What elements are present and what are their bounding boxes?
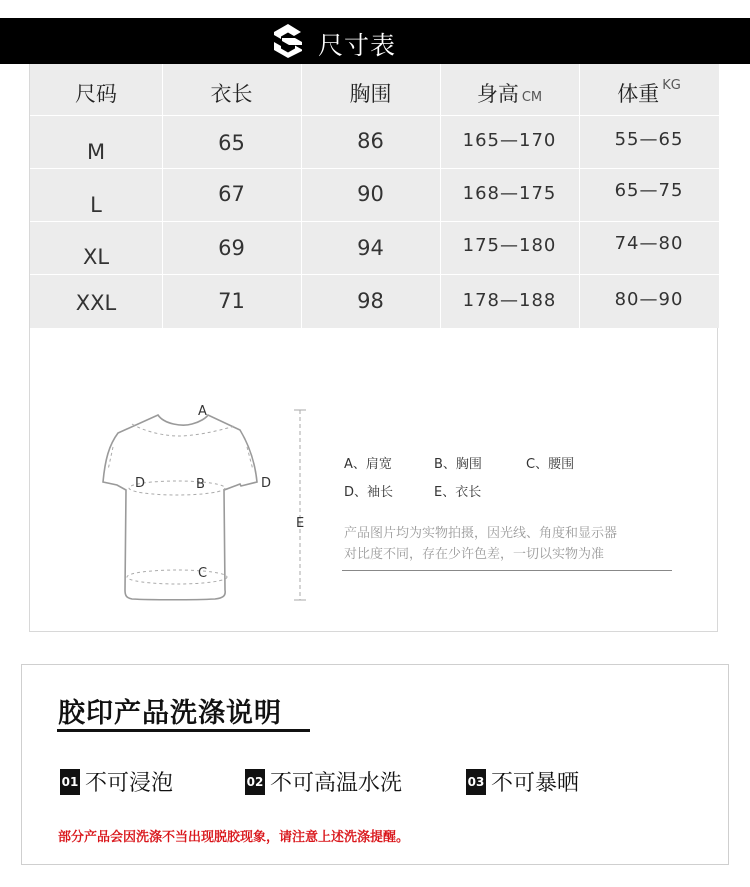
table-row-size: L (90, 193, 102, 217)
column-header-size: 尺码 (75, 82, 117, 106)
table-row-height: 168—175 (462, 183, 557, 204)
care-title: 胶印产品洗涤说明 (58, 698, 282, 729)
care-instructions-panel (21, 664, 729, 865)
table-row-length: 65 (218, 131, 245, 155)
table-row-chest: 86 (357, 129, 384, 153)
size-chart-title: 尺寸表 (318, 31, 397, 60)
legend-length: E、衣长 (434, 485, 482, 500)
care-item (466, 766, 579, 794)
table-row-size: XXL (75, 291, 117, 315)
table-row-weight: 74—80 (614, 233, 684, 254)
brand-logo-icon (270, 23, 306, 59)
size-table (30, 64, 719, 328)
care-item (60, 766, 173, 794)
marker-d-right: D (261, 476, 272, 491)
number-badge-icon: 03 (466, 769, 486, 795)
table-row-chest: 98 (357, 289, 384, 313)
care-item-text: 不可暴晒 (491, 771, 580, 796)
marker-d-left: D (135, 476, 146, 491)
table-row-length: 69 (218, 236, 245, 260)
care-warning: 部分产品会因洗涤不当出现脱胶现象，请注意上述洗涤提醒。 (58, 830, 410, 845)
marker-a: A (198, 404, 207, 419)
table-row-height: 178—188 (462, 290, 557, 311)
table-row-length: 67 (218, 182, 245, 206)
care-title-underline (57, 729, 310, 732)
number-badge-icon: 01 (60, 769, 80, 795)
care-item-text: 不可浸泡 (85, 771, 174, 796)
marker-e: E (296, 516, 305, 531)
column-header-weight: 体重 $^{KG}$ (617, 78, 681, 106)
size-chart-panel (29, 64, 718, 632)
table-row-size: M (86, 140, 106, 164)
table-row-size: XL (82, 245, 110, 269)
photo-note-line-2: 对比度不同，存在少许色差，一切以实物为准 (344, 547, 605, 562)
column-header-length: 衣长 (210, 82, 253, 106)
size-chart-header (0, 18, 750, 64)
photo-note-line-1: 产品图片均为实物拍摄，因光线、角度和显示器 (344, 526, 618, 541)
table-row-weight: 65—75 (614, 180, 684, 201)
care-item-text: 不可高温水洗 (270, 771, 403, 796)
note-divider (342, 570, 672, 571)
table-row-height: 175—180 (462, 235, 557, 256)
number-badge-icon: 02 (245, 769, 265, 795)
marker-c: C (198, 566, 208, 581)
tshirt-measurement-diagram (90, 400, 320, 680)
legend-sleeve: D、袖长 (344, 485, 394, 500)
table-row-chest: 90 (357, 182, 384, 206)
column-header-chest: 胸围 (349, 82, 392, 106)
legend-chest: B、胸围 (434, 457, 482, 472)
table-row-length: 71 (218, 289, 245, 313)
marker-b: B (196, 477, 205, 492)
care-item (245, 766, 402, 794)
legend-shoulder: A、肩宽 (344, 457, 392, 472)
table-row-chest: 94 (357, 236, 384, 260)
column-header-height: 身高 CM (476, 82, 543, 106)
table-row-weight: 80—90 (614, 289, 684, 310)
table-row-weight: 55—65 (614, 129, 684, 150)
legend-waist: C、腰围 (526, 457, 575, 472)
table-row-height: 165—170 (462, 130, 557, 151)
